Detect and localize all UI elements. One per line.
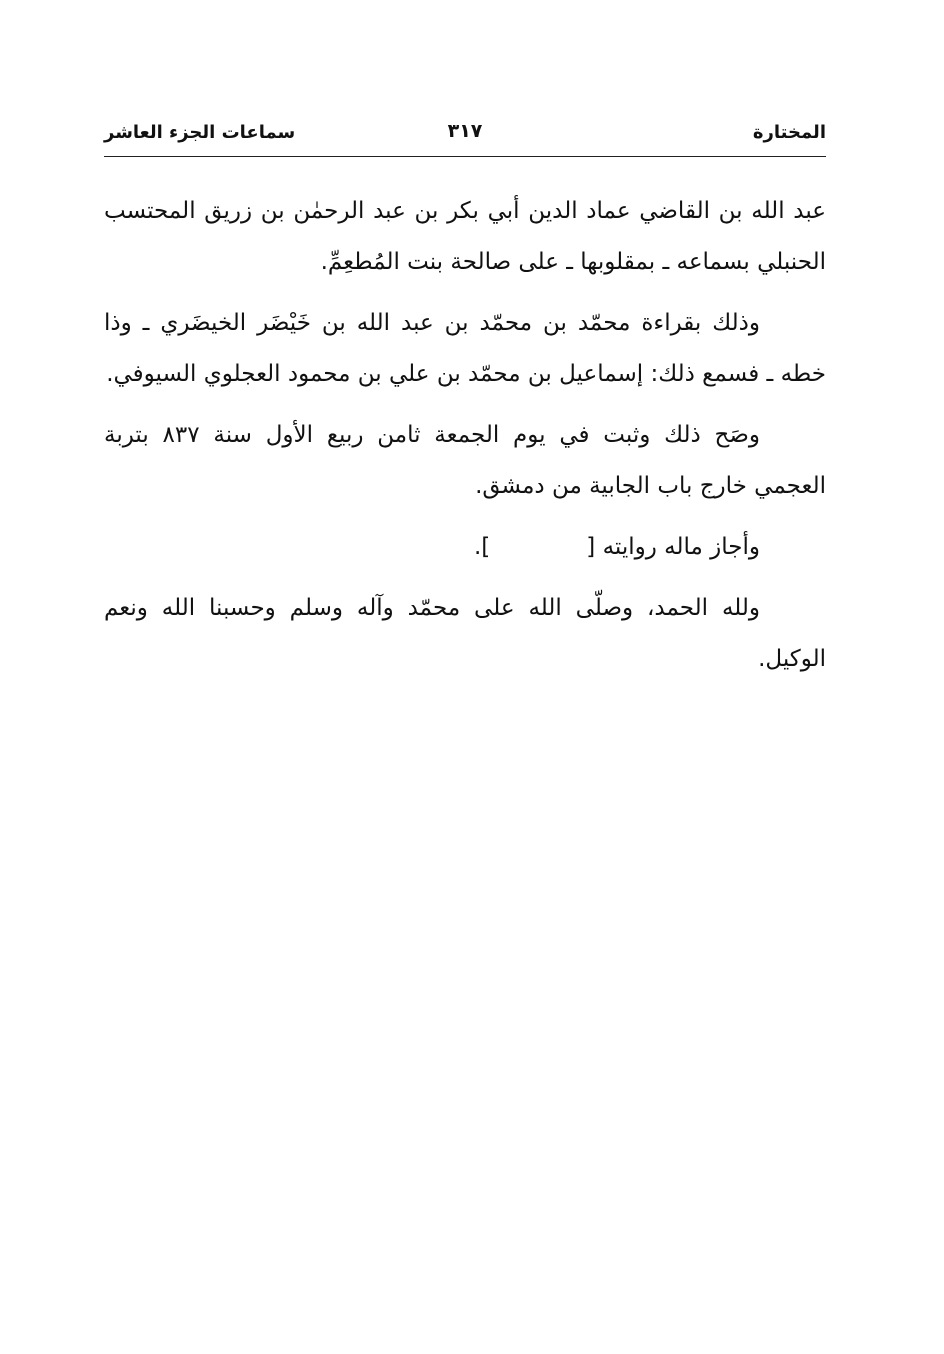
ijaza-line [104, 522, 826, 573]
page-number: ٣١٧ [447, 120, 483, 142]
ijaza-open-bracket: [ [586, 534, 596, 560]
ijaza-text: وأجاز ماله روايته [602, 534, 760, 560]
paragraph-2: وذلك بقراءة محمّد بن محمّد بن عبد الله بن خَيْضَر الخيضَري ـ وذا خطه ـ فسمع ذلك: إسماعيل بن محمّد بن علي بن محمود العجلوي السيوفي. [104, 310, 826, 387]
paragraph-3: وصَح ذلك وثبت في يوم الجمعة ثامن ربيع الأول سنة ٨٣٧ بتربة العجمي خارج باب الجابية من دمشق. [104, 422, 826, 499]
main-text [104, 186, 826, 695]
running-header [104, 118, 826, 154]
header-section-title: سماعات الجزء العاشر [104, 122, 296, 143]
closing-paragraph: ولله الحمد، وصلّى الله على محمّد وآله وسلم وحسبنا الله ونعم الوكيل. [104, 595, 826, 672]
paragraph-1: عبد الله بن القاضي عماد الدين أبي بكر بن عبد الرحمٰن بن زريق المحتسب الحنبلي بسماعه ـ بمقلوبها ـ على صالحة بنت المُطعِمِّ. [104, 198, 826, 275]
header-book-title: المختارة [752, 122, 826, 143]
header-divider [104, 156, 826, 157]
ijaza-close-bracket: ]. [474, 534, 491, 560]
